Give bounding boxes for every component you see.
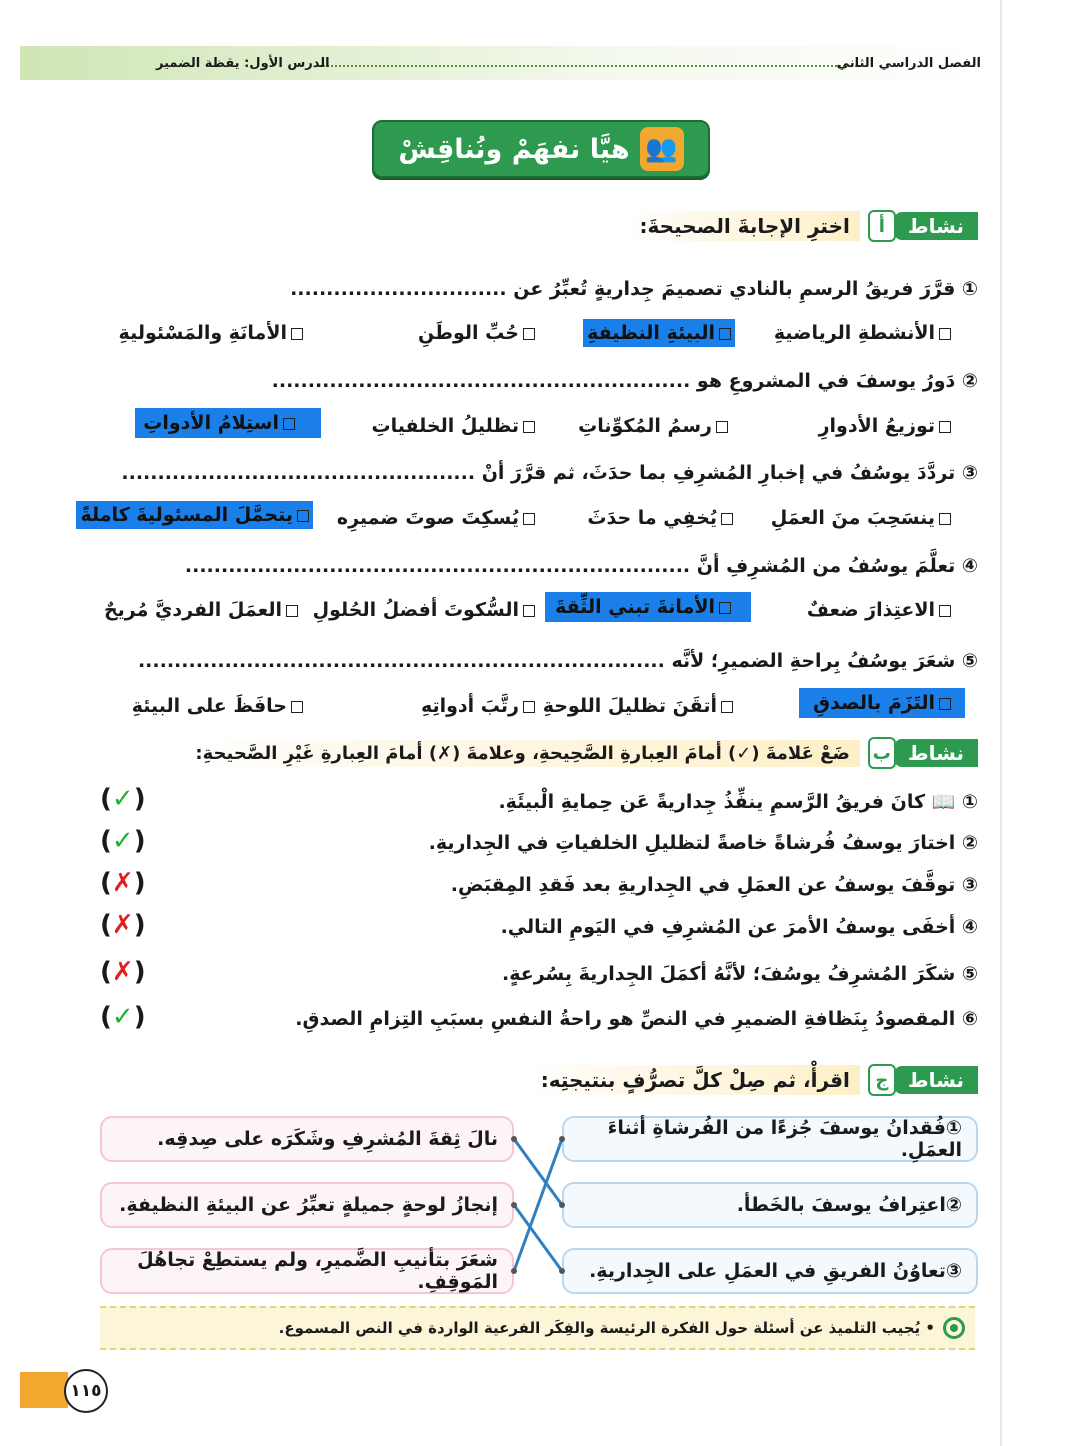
check-icon: ✓: [111, 826, 134, 856]
statement-4: ④ أخفَى يوسفُ الأمرَ عن المُشرِفِ في اليَومِ التالي.: [500, 916, 978, 938]
section-banner: [372, 120, 710, 178]
action-box-1[interactable]: ①فُقدانُ يوسفَ جُزءًا من الفُرشاةِ أثناءَ العمَلِ.: [562, 1116, 978, 1162]
checkbox-icon: [291, 328, 303, 340]
checkbox-icon: [523, 701, 535, 713]
q5-option-4[interactable]: حافَظَ على البيئةِ: [132, 695, 303, 717]
activity-tag: نشاط: [894, 1066, 978, 1094]
checkbox-icon: [523, 605, 535, 617]
activity-tag: نشاط: [894, 739, 978, 767]
statement-6: ⑥ المقصودُ بِنَظافةِ الضميرِ في النصِّ هو راحةُ النفسِ بسبَبِ التِزامِ الصدقِ.: [295, 1008, 978, 1030]
checkbox-icon: [523, 421, 535, 433]
q5-option-1[interactable]: التَزَمَ بالصدقِ: [799, 692, 965, 714]
activity-instruction: اقرأْ، ثم صِلْ كلَّ تصرُّفٍ بنتيجتِه:: [531, 1065, 860, 1095]
checkbox-icon: [719, 602, 731, 614]
match-line-3: [514, 1205, 562, 1271]
activity-tag: نشاط: [894, 212, 978, 240]
checkbox-icon: [939, 605, 951, 617]
q3-option-2[interactable]: يُخفِي ما حدَثَ: [587, 507, 733, 529]
page-number: ١١٥: [64, 1369, 108, 1413]
header-divider: [320, 65, 860, 67]
checkbox-icon: [939, 513, 951, 525]
learning-outcome-note: [100, 1306, 975, 1350]
check-icon: ✓: [111, 1002, 134, 1032]
q2-option-1[interactable]: توزيعُ الأدوارِ: [819, 415, 951, 437]
checkbox-icon: [291, 701, 303, 713]
discussion-group-icon: 👥: [640, 127, 684, 171]
answer-mark-4[interactable]: (✗): [100, 910, 146, 940]
activity-letter: ب: [868, 737, 896, 769]
lesson-title: الدرس الأول: يقظة الضمير: [156, 56, 330, 71]
q1-option-4[interactable]: الأمانَةِ والمَسْئوليةِ: [119, 322, 303, 344]
check-icon: ✓: [111, 784, 134, 814]
answer-mark-1[interactable]: (✓): [100, 784, 146, 814]
semester-label: الفصل الدراسي الثاني: [836, 56, 981, 71]
checkbox-icon: [286, 605, 298, 617]
checkbox-icon: [523, 513, 535, 525]
action-box-2[interactable]: ②اعتِرافُ يوسفَ بالخَطأ.: [562, 1182, 978, 1228]
question-4: ④ تعلَّمَ يوسُفُ من المُشرِفِ أنَّ ......................................................................: [184, 555, 978, 577]
checkbox-icon: [716, 421, 728, 433]
question-5: ⑤ شعَرَ يوسُفُ بِراحةِ الضميرِ؛ لأنَّه .........................................................................: [137, 650, 978, 672]
q1-option-3[interactable]: حُبِّ الوطَنِ: [418, 322, 535, 344]
q3-option-3[interactable]: يُسكِتَ صوتَ ضميرِه: [337, 507, 535, 529]
target-icon: [943, 1317, 965, 1339]
checkbox-icon: [939, 698, 951, 710]
checkbox-icon: [297, 510, 309, 522]
page-tab: [20, 1372, 68, 1408]
activity-letter: أ: [868, 210, 896, 242]
q2-option-3[interactable]: تظليلُ الخلفياتِ: [372, 415, 535, 437]
answer-mark-3[interactable]: (✗): [100, 868, 146, 898]
cross-icon: ✗: [111, 957, 134, 987]
q4-option-4[interactable]: العمَلَ الفرديَّ مُريحٌ: [104, 599, 298, 621]
checkbox-icon: [721, 513, 733, 525]
checkbox-icon: [283, 418, 295, 430]
matching-lines: [500, 1110, 580, 1290]
statement-2: ② اختارَ يوسفُ فُرشاةً خاصةً لتظليلِ الخلفياتِ في الجِداريةِ.: [428, 832, 978, 854]
match-line-2: [514, 1139, 562, 1205]
answer-mark-2[interactable]: (✓): [100, 826, 146, 856]
q3-option-4[interactable]: يتحمَّلَ المسئوليةَ كاملةً: [76, 504, 313, 526]
activity-letter: ج: [868, 1064, 896, 1096]
q4-option-3[interactable]: السُّكوتَ أفضلُ الحُلولِ: [313, 599, 535, 621]
statement-3: ③ توقَّفَ يوسفُ عن العمَلِ في الجِداريةِ بعد فَقدِ المِقبَضِ.: [450, 874, 978, 896]
question-3: ③ تردَّدَ يوسُفُ في إخبارِ المُشرِفِ بما حدَثَ، ثم قرَّرَ أنْ .................................................: [121, 462, 978, 484]
activity-c-header: [531, 1062, 978, 1098]
result-box-3[interactable]: شعَرَ بتأنيبِ الضَّميرِ، ولم يستطِعْ تجاهُلَ المَوقِفِ.: [100, 1248, 514, 1294]
note-text: • يُجيب التلميذ عن أسئلة حول الفكرة الرئيسة والفِكَر الفرعية الواردة في النص المسموع.: [278, 1319, 935, 1337]
checkbox-icon: [523, 328, 535, 340]
activity-instruction: ضَعْ عَلامةَ (✓) أمامَ العِبارةِ الصَّحِيحةِ، وعلامةَ (✗) أمامَ العِبارةِ غَيْرِ الصَّحيحةِ:: [185, 740, 859, 767]
checkbox-icon: [721, 701, 733, 713]
page-edge: [1000, 0, 1002, 1446]
activity-b-header: [185, 735, 978, 771]
answer-mark-5[interactable]: (✗): [100, 957, 146, 987]
result-box-2[interactable]: إنجازُ لوحةٍ جميلةٍ تعبِّرُ عن البيئةِ النظيفةِ.: [100, 1182, 514, 1228]
q2-option-4[interactable]: استِلامُ الأدواتِ: [135, 412, 321, 434]
statement-1: ① 📖 كانَ فريقُ الرَّسمِ ينفِّذُ جِداريةً عَن حِمايةِ الْبيئَةِ.: [498, 791, 978, 813]
activity-a-header: [630, 208, 978, 244]
answer-mark-6[interactable]: (✓): [100, 1002, 146, 1032]
checkbox-icon: [939, 328, 951, 340]
statement-5: ⑤ شكَرَ المُشرِفُ يوسُفَ؛ لأنَّهُ أكمَلَ الجِداريةَ بِسُرعةٍ.: [501, 963, 978, 985]
q3-option-1[interactable]: ينسَحِبَ منَ العمَلِ: [771, 507, 951, 529]
q4-option-2[interactable]: الأمانةَ تبني الثِّقةَ: [545, 596, 751, 618]
q5-option-2[interactable]: أتقَنَ تظليلَ اللوحةِ: [543, 695, 733, 717]
q5-option-3[interactable]: رتَّبَ أدواتِهِ: [421, 695, 535, 717]
result-box-1[interactable]: نالَ ثِقةَ المُشرِفِ وشَكَرَه على صِدقِه.: [100, 1116, 514, 1162]
action-box-3[interactable]: ③تعاوُنُ الفريقِ في العمَلِ على الجِداريةِ.: [562, 1248, 978, 1294]
q2-option-2[interactable]: رسمُ المُكوِّناتِ: [578, 415, 728, 437]
banner-title: هيَّا نفهَمْ ونُناقِشْ: [398, 133, 630, 165]
checkbox-icon: [719, 328, 731, 340]
question-1: ① قرَّرَ فريقُ الرسمِ بالنادي تصميمَ جِداريةٍ تُعبِّرُ عن ..............................: [290, 278, 978, 300]
activity-instruction: اخترِ الإجابةَ الصحيحةَ:: [630, 211, 860, 241]
q1-option-2[interactable]: البيئةِ النظيفةِ: [583, 322, 735, 344]
checkbox-icon: [939, 421, 951, 433]
question-2: ② دَورُ يوسفَ في المشروعِ هو ..........................................................: [271, 370, 978, 392]
q4-option-1[interactable]: الاعتِذارَ ضعفٌ: [807, 599, 951, 621]
cross-icon: ✗: [111, 868, 134, 898]
match-line-1: [514, 1139, 562, 1271]
cross-icon: ✗: [111, 910, 134, 940]
q1-option-1[interactable]: الأنشطةِ الرياضيةِ: [774, 322, 951, 344]
